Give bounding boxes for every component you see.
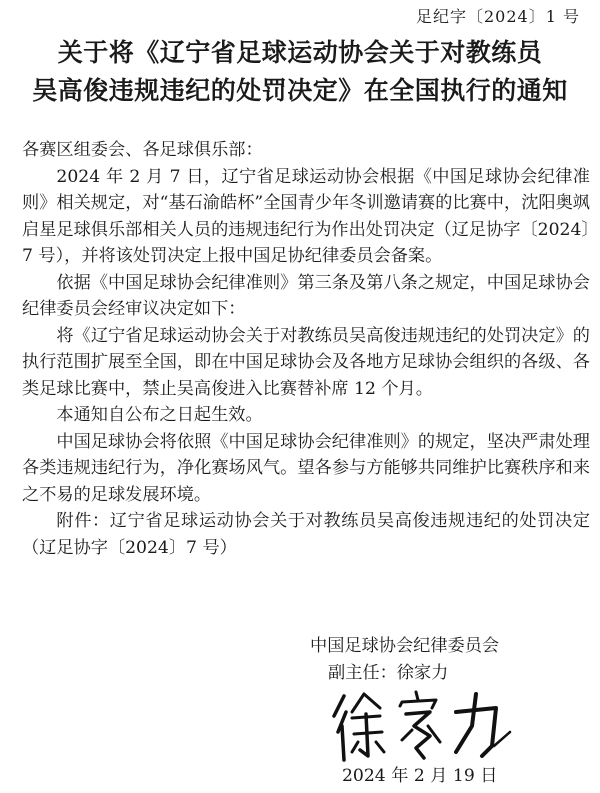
signature-block <box>310 633 499 686</box>
signatory-title: 副主任：徐家力 <box>328 662 449 683</box>
salutation: 各赛区组委会、各足球俱乐部： <box>22 140 263 160</box>
document-number: 足纪字〔2024〕1 号 <box>416 7 580 26</box>
document-body <box>22 137 590 561</box>
handwritten-signature <box>330 686 520 766</box>
title-line-2: 吴高俊违规违纪的处罚决定》在全国执行的通知 <box>32 76 568 105</box>
paragraph-legal-basis: 依据《中国足球协会纪律准则》第三条及第八条之规定，中国足球协会纪律委员会经审议决定如下： <box>22 272 590 319</box>
document-date: 2024 年 2 月 19 日 <box>342 766 498 786</box>
document-title <box>0 34 600 110</box>
paragraph-effective: 本通知自公布之日起生效。 <box>56 405 263 425</box>
paragraph-background: 2024 年 2 月 7 日，辽宁省足球运动协会根据《中国足球协会纪律准则》相关规定，对“基石渝皓杯”全国青少年冬训邀请赛的比赛中，沈阳奥飒启星足球俱乐部相关人员的违规违纪行为作出处罚决定（辽足协字〔2024〕7 号），并将该处罚决定上报中国足协纪律委员会备案。 <box>22 166 590 266</box>
title-line-1: 关于将《辽宁省足球运动协会关于对教练员 <box>57 38 543 67</box>
paragraph-attachment: 附件：辽宁省足球运动协会关于对教练员吴高俊违规违纪的处罚决定（辽足协字〔2024〕7 号） <box>22 511 590 558</box>
paragraph-statement: 中国足球协会将依照《中国足球协会纪律准则》的规定，坚决严肃处理各类违规违纪行为，净化赛场风气。望各参与方能够共同维护比赛秩序和来之不易的足球发展环境。 <box>22 431 590 505</box>
paragraph-decision: 将《辽宁省足球运动协会关于对教练员吴高俊违规违纪的处罚决定》的执行范围扩展至全国，即在中国足球协会及各地方足球协会组织的各级、各类足球比赛中，禁止吴高俊进入比赛替补席 12 个月。 <box>22 325 590 399</box>
issuer-name: 中国足球协会纪律委员会 <box>310 636 500 656</box>
